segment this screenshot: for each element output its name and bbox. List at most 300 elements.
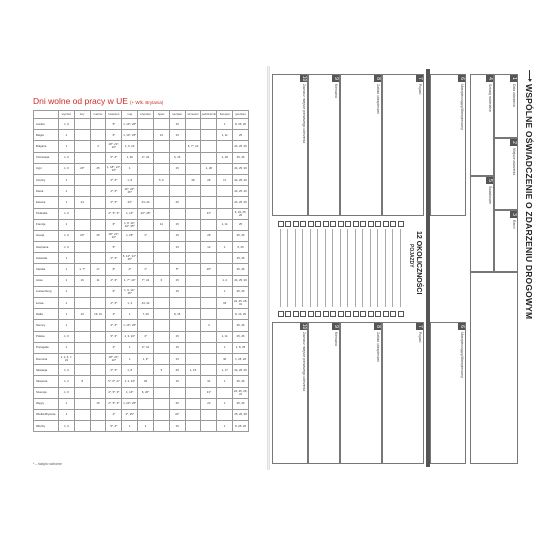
holiday-cell [74, 320, 90, 331]
holiday-cell: 8, 25, 26 [233, 421, 249, 432]
holiday-cell: 1, 6 [59, 163, 75, 174]
holiday-cell: 1 [59, 253, 75, 264]
holiday-cell: 1 [59, 286, 75, 297]
column-header: listopad [217, 111, 233, 119]
holiday-cell: 28 [185, 174, 201, 185]
holiday-cell: 5*, 6* [106, 152, 122, 163]
column-header: lipiec [153, 111, 169, 119]
checkbox-b[interactable] [391, 311, 397, 317]
country-cell: Malta [34, 309, 59, 320]
footnote: * – święto ruchome [33, 462, 62, 466]
holiday-cell [185, 119, 201, 130]
holiday-cell: 6* [106, 286, 122, 297]
holiday-cell: 4* [122, 264, 138, 275]
holiday-cell: 31* [201, 208, 217, 219]
holiday-cell: 1 [217, 286, 233, 297]
holiday-cell: 6* [106, 264, 122, 275]
holiday-cell [201, 152, 217, 163]
holiday-cell: 1, 6 [59, 208, 75, 219]
holiday-cell: 1, 4 [122, 298, 138, 309]
holiday-cell [138, 163, 154, 174]
holiday-cell: 20* [74, 163, 90, 174]
holiday-cell [201, 253, 217, 264]
holiday-cell: 1, 14* [122, 387, 138, 398]
accident-form [270, 66, 536, 470]
holiday-cell [90, 376, 106, 387]
holiday-cell [90, 342, 106, 353]
holiday-cell [185, 208, 201, 219]
holiday-cell [201, 421, 217, 432]
holiday-cell: 1 [59, 141, 75, 152]
checkbox-b[interactable] [301, 311, 307, 317]
holiday-cell: 20* [74, 230, 90, 241]
page-title: Dni wolne od pracy w UE (+ Wlk. Brytania) [33, 96, 164, 106]
holiday-cell: 1* [138, 264, 154, 275]
checkbox-b[interactable] [286, 311, 292, 317]
checkbox-a[interactable] [361, 221, 367, 227]
holiday-cell: 7*, 24 [138, 275, 154, 286]
holiday-cell [74, 141, 90, 152]
holiday-cell: 25 [233, 130, 249, 141]
holiday-cell [90, 331, 106, 342]
holiday-cell: 25, 26 [233, 398, 249, 409]
holiday-cell: 1, 8, 14*, 24*, 25* [122, 219, 138, 230]
holiday-cell [90, 298, 106, 309]
holiday-cell [153, 320, 169, 331]
country-cell: Niemcy [34, 320, 59, 331]
checkbox-b[interactable] [376, 311, 382, 317]
holiday-cell: 29 [169, 365, 185, 376]
checkbox-a[interactable] [346, 221, 352, 227]
holiday-cell: 8 [74, 376, 90, 387]
table-row [34, 141, 249, 152]
holiday-cell: 20 [169, 197, 185, 208]
holiday-cell [74, 409, 90, 420]
holiday-cell: 1 [122, 421, 138, 432]
checkbox-a[interactable] [398, 221, 404, 227]
table-row [34, 230, 249, 241]
holiday-cell: 1, 8 [122, 174, 138, 185]
country-cell: Cypr [34, 163, 59, 174]
holiday-cell [185, 376, 201, 387]
vehicle-b-vehicle [382, 322, 424, 464]
holiday-cell: 24, 25, 26 [233, 275, 249, 286]
holiday-cell: 1, 6 [59, 387, 75, 398]
holiday-cell: 4*, 10 [138, 342, 154, 353]
holiday-cell: 3 [201, 320, 217, 331]
holiday-cell [153, 409, 169, 420]
field-number: 8 [374, 75, 381, 82]
holiday-cell: 1 [59, 197, 75, 208]
holiday-cell: 26* [201, 264, 217, 275]
checkbox-a[interactable] [323, 221, 329, 227]
holiday-cell: 15 [169, 286, 185, 297]
holiday-cell: 15 [169, 331, 185, 342]
checkbox-b[interactable] [316, 311, 322, 317]
holiday-cell [74, 331, 90, 342]
holiday-cell: 4*, 22 [138, 152, 154, 163]
checkbox-b[interactable] [361, 311, 367, 317]
field-number: 10 [301, 75, 307, 82]
holiday-cell [185, 264, 201, 275]
checkbox-a[interactable] [278, 221, 284, 227]
holiday-cell: 25, 26 [233, 286, 249, 297]
vehicle-a-driver [308, 74, 340, 216]
holiday-cell [90, 387, 106, 398]
holiday-cell: 1, 25* [122, 230, 138, 241]
table-row [34, 398, 249, 409]
holiday-cell [185, 421, 201, 432]
holiday-cell: 1* [138, 230, 154, 241]
holiday-cell [74, 152, 90, 163]
vehicle-b-impact [272, 322, 308, 464]
holiday-cell: 24, 25, 26 [233, 174, 249, 185]
table-row [34, 409, 249, 420]
holiday-cell [185, 186, 201, 197]
holiday-cell: 1, 11 [217, 219, 233, 230]
holiday-cell: 15 [169, 275, 185, 286]
holiday-cell: 1, 6 [59, 230, 75, 241]
holiday-cell [90, 253, 106, 264]
column-header: grudzień [233, 111, 249, 119]
field-label: Zakład ubezpieczeń [376, 84, 380, 115]
holiday-cell [217, 208, 233, 219]
holiday-cell: 6, 24, 25, 26 [233, 208, 249, 219]
table-row [34, 219, 249, 230]
country-cell: Irlandia [34, 264, 59, 275]
arrow-icon [529, 70, 530, 80]
holiday-cell: 6, 20* [138, 387, 154, 398]
holiday-cell [169, 253, 185, 264]
table-row [34, 286, 249, 297]
table-row [34, 298, 249, 309]
field-number: 5 [486, 177, 493, 184]
holiday-cell: 1, 15 [185, 365, 201, 376]
holiday-cell [153, 253, 169, 264]
holiday-cell [217, 387, 233, 398]
field-number: 4 [486, 75, 493, 82]
table-row [34, 163, 249, 174]
holiday-cell: 15 [169, 353, 185, 364]
field-notes-top [470, 272, 518, 464]
checkbox-a[interactable] [383, 221, 389, 227]
holiday-cell [153, 309, 169, 320]
holiday-cell [90, 242, 106, 253]
holiday-cell: 1, 9, 14*, 25* [122, 286, 138, 297]
field-label: Pojazd [418, 84, 422, 95]
holiday-cell: 24 [74, 197, 90, 208]
checkbox-a[interactable] [316, 221, 322, 227]
holiday-cell: 1, 17 [217, 365, 233, 376]
holiday-cell: 1, 7* [74, 264, 90, 275]
holiday-cell: 17 [217, 174, 233, 185]
country-cell: Holandia [34, 253, 59, 264]
holiday-cell: 24, 25, 26, 31 [233, 387, 249, 398]
holiday-cell: 2 [138, 421, 154, 432]
column-header: sierpień [169, 111, 185, 119]
holiday-cell: 5, 6 [153, 174, 169, 185]
holiday-cell: 1, 14* [122, 208, 138, 219]
holiday-cell [153, 242, 169, 253]
holiday-cell [201, 286, 217, 297]
table-row [34, 365, 249, 376]
field-place [494, 138, 518, 210]
checkbox-b[interactable] [346, 311, 352, 317]
holiday-cell [138, 174, 154, 185]
holiday-cell: 1 [59, 309, 75, 320]
holiday-cell: 24, 25, 26 [233, 197, 249, 208]
holiday-cell [138, 141, 154, 152]
holiday-cell [153, 152, 169, 163]
holiday-cell: 25 [233, 219, 249, 230]
holiday-cell: 2*, 5* [106, 253, 122, 264]
holiday-cell: 1, 7*, 14* [122, 275, 138, 286]
holiday-cell: 2*, 5* [106, 186, 122, 197]
holiday-cell: 1, 14*, 25* [122, 320, 138, 331]
holiday-cell: 6, 25 [233, 242, 249, 253]
country-cell: Austria [34, 119, 59, 130]
holiday-cell [201, 186, 217, 197]
checkbox-a[interactable] [286, 221, 292, 227]
holiday-cell [90, 409, 106, 420]
checkbox-b[interactable] [383, 311, 389, 317]
checkbox-b[interactable] [368, 311, 374, 317]
country-cell: Finlandia [34, 208, 59, 219]
holiday-cell: 1 [59, 409, 75, 420]
holiday-cell [153, 163, 169, 174]
holiday-cell [90, 365, 106, 376]
holiday-cell: 15 [169, 230, 185, 241]
field-number: 3 [510, 211, 517, 218]
checkbox-a[interactable] [338, 221, 344, 227]
vehicle-a-vehicle [382, 74, 424, 216]
field-label: Kierowca [334, 332, 338, 346]
field-label: Kierowca [334, 84, 338, 98]
holiday-cell: 1, 2 [59, 376, 75, 387]
holiday-cell: 10 [74, 309, 90, 320]
holiday-cell: 1, 14*, 25* [122, 119, 138, 130]
country-cell: Wielka Brytania [34, 409, 59, 420]
holiday-cell: 23, 24 [138, 298, 154, 309]
holiday-cell [217, 320, 233, 331]
table-row [34, 353, 249, 364]
holiday-cell [169, 141, 185, 152]
holiday-cell [90, 174, 106, 185]
holiday-cell [153, 264, 169, 275]
holiday-cell: 1 [59, 186, 75, 197]
holiday-cell: 1 [59, 174, 75, 185]
checkbox-a[interactable] [308, 221, 314, 227]
holiday-cell: 15 [169, 342, 185, 353]
holiday-cell [90, 130, 106, 141]
table-row [34, 264, 249, 275]
country-cell: Rumunia [34, 353, 59, 364]
holiday-cell [185, 298, 201, 309]
field-label: Ubezpieczający/Ubezpieczony [460, 332, 464, 378]
country-cell: Czechy [34, 174, 59, 185]
holiday-cell [185, 286, 201, 297]
holiday-cell: 1, 2, 24* [122, 376, 138, 387]
holiday-cell [138, 219, 154, 230]
holiday-cell [201, 365, 217, 376]
checkbox-b[interactable] [331, 311, 337, 317]
checkbox-b[interactable] [398, 311, 404, 317]
holiday-cell: 2*, 5* [106, 298, 122, 309]
checkbox-a[interactable] [331, 221, 337, 227]
holiday-cell: 1 [122, 163, 138, 174]
holiday-cell [138, 253, 154, 264]
holiday-cell [185, 309, 201, 320]
field-label: Zakład ubezpieczeń [376, 332, 380, 363]
holiday-cell: 6* [106, 130, 122, 141]
field-number: 9 [332, 323, 339, 330]
holiday-cell [201, 409, 217, 420]
checkbox-b[interactable] [338, 311, 344, 317]
holiday-cell: 25, 26 [233, 253, 249, 264]
checkbox-a[interactable] [301, 221, 307, 227]
holiday-cell [74, 253, 90, 264]
holiday-cell: 2*, 5* [106, 320, 122, 331]
holiday-cell: 31* [201, 387, 217, 398]
holiday-cell [153, 141, 169, 152]
holiday-cell: 25 [90, 230, 106, 241]
holiday-cell: 23 [201, 398, 217, 409]
holiday-cell [185, 197, 201, 208]
circumstances-subtitle: POJAZDY [408, 244, 414, 268]
holiday-cell [217, 163, 233, 174]
table-header-row [34, 111, 249, 119]
field-number: 8 [374, 323, 381, 330]
holiday-cell [185, 320, 201, 331]
holiday-cell: 1 [59, 398, 75, 409]
holiday-cell: 1, 28 [201, 163, 217, 174]
holiday-cell: 25, 26, 28 [233, 409, 249, 420]
holiday-cell [185, 409, 201, 420]
holiday-cell: 1 [217, 119, 233, 130]
holiday-cell: 24*, 25* [138, 208, 154, 219]
holiday-cell: 24, 25, 26, 31 [233, 298, 249, 309]
field-number: 7 [416, 323, 423, 330]
holiday-cell: 5*, 6*, 27 [106, 376, 122, 387]
holiday-cell [90, 197, 106, 208]
vehicle-b-insurer [340, 322, 382, 464]
holiday-cell: 18*, 21*, 22* [106, 230, 122, 241]
holiday-cell: 1, 11 [217, 331, 233, 342]
country-cell: Dania [34, 186, 59, 197]
country-cell: Luksemburg [34, 286, 59, 297]
table-row [34, 130, 249, 141]
circumstances-title: 12 OKOLICZNOŚCI [415, 231, 422, 295]
checkbox-a[interactable] [368, 221, 374, 227]
holiday-cell: 5*, 6* [106, 331, 122, 342]
table-row [34, 186, 249, 197]
right-page [270, 66, 536, 470]
country-cell: Słowacja [34, 365, 59, 376]
checkbox-b[interactable] [323, 311, 329, 317]
checkbox-b[interactable] [353, 311, 359, 317]
checkbox-a[interactable] [353, 221, 359, 227]
checkbox-b[interactable] [293, 311, 299, 317]
country-cell: Bułgaria [34, 141, 59, 152]
holiday-cell [74, 353, 90, 364]
holiday-cell [90, 152, 106, 163]
holiday-cell [74, 219, 90, 230]
holiday-cell: 1, 6 [59, 421, 75, 432]
column-header: kwiecień [106, 111, 122, 119]
country-cell: Węgry [34, 398, 59, 409]
holiday-cell: 5, 14*, 24*, 25* [122, 253, 138, 264]
holiday-cell: 31* [169, 409, 185, 420]
holiday-cell: 1 [217, 242, 233, 253]
holiday-cell [201, 298, 217, 309]
holiday-cell: 1, 9* [138, 353, 154, 364]
country-cell: Francja [34, 219, 59, 230]
field-number: 9 [332, 75, 339, 82]
holiday-cell [153, 353, 169, 364]
checkbox-a[interactable] [376, 221, 382, 227]
table-row [34, 376, 249, 387]
country-cell: Chorwacja [34, 152, 59, 163]
holiday-cell: 11 [90, 275, 106, 286]
holiday-cell: 1 [59, 130, 75, 141]
holiday-cell: 1 [217, 421, 233, 432]
holiday-cell: 1, 6 [59, 365, 75, 376]
checkbox-a[interactable] [391, 221, 397, 227]
holiday-cell: 1, 6 [59, 119, 75, 130]
vehicle-b-insured [430, 322, 466, 464]
holiday-cell [74, 387, 90, 398]
holiday-cell: 2*, 5*, 6* [106, 208, 122, 219]
holiday-cell [217, 264, 233, 275]
holiday-cell [201, 353, 217, 364]
holiday-cell [74, 130, 90, 141]
column-header: czerwiec [138, 111, 154, 119]
holiday-cell: 1 [59, 320, 75, 331]
field-label: Miejsce zdarzenia [512, 148, 516, 176]
holiday-cell [169, 387, 185, 398]
checkbox-b[interactable] [308, 311, 314, 317]
country-cell: Słowenia [34, 376, 59, 387]
holiday-cell [122, 242, 138, 253]
holiday-cell [90, 286, 106, 297]
holiday-cell: 20 [169, 398, 185, 409]
holiday-cell: 1, 2, 6, 7, 24 [59, 353, 75, 364]
holiday-cell: 2*, 5*, 6* [106, 387, 122, 398]
holiday-cell [169, 320, 185, 331]
holiday-cell [201, 331, 217, 342]
table-row [34, 342, 249, 353]
checkbox-a[interactable] [293, 221, 299, 227]
column-header: styczeń [59, 111, 75, 119]
holiday-cell: 1, 6 [59, 242, 75, 253]
checkbox-b[interactable] [278, 311, 284, 317]
field-injured [494, 210, 518, 272]
holiday-cell [138, 409, 154, 420]
field-label: Data zdarzenia [512, 84, 516, 107]
holiday-cell: 15 [169, 130, 185, 141]
field-label: Ranni [512, 220, 516, 229]
country-cell: Estonia [34, 197, 59, 208]
holiday-cell [153, 186, 169, 197]
holiday-cell [185, 230, 201, 241]
holiday-cell [138, 119, 154, 130]
holiday-cell: 1 [59, 298, 75, 309]
holiday-cell [185, 331, 201, 342]
form-title: WSPÓLNE OŚWIADCZENIE O ZDARZENIU DROGOWYM [524, 84, 534, 320]
holiday-cell [153, 119, 169, 130]
holiday-cell: 1, 30 [122, 152, 138, 163]
holiday-cell: 15 [169, 376, 185, 387]
